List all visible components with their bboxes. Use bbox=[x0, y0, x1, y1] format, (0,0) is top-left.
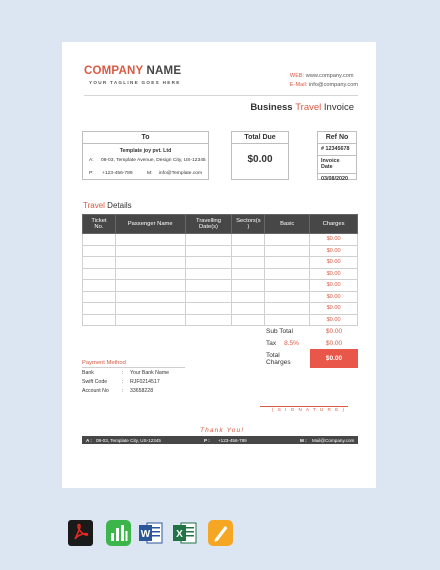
col-basic: Basic bbox=[265, 215, 310, 234]
col-travelling-dates: Travelling Date(s) bbox=[185, 215, 232, 234]
table-row bbox=[83, 280, 358, 292]
table-row bbox=[83, 303, 358, 315]
table-row bbox=[83, 257, 358, 269]
client-address-row: A: 08-03, Template Avenue, Design City, US-12345 bbox=[89, 158, 206, 163]
col-charges: Charges bbox=[310, 215, 358, 234]
company-tagline: YOUR TAGLINE GOES HERE bbox=[89, 80, 181, 85]
svg-text:W: W bbox=[140, 529, 151, 540]
col-passenger-name: Passenger Name bbox=[115, 215, 185, 234]
header-divider bbox=[84, 95, 358, 96]
contact-info: WEB: www.company.com E-Mail: info@company.com bbox=[289, 73, 358, 88]
table-row bbox=[83, 234, 358, 246]
document-title: Business Travel Invoice bbox=[250, 102, 354, 113]
charge-cell: $0.00 bbox=[310, 280, 358, 292]
invoice-date-label: Invoice Date bbox=[318, 156, 356, 174]
bill-to-box bbox=[82, 131, 209, 180]
charge-cell: $0.00 bbox=[310, 291, 358, 303]
col-ticket-no: Ticket No. bbox=[83, 215, 116, 234]
table-header-row bbox=[83, 215, 358, 234]
signature-label: ( S I G N A T U R E ) bbox=[272, 407, 346, 412]
svg-text:X: X bbox=[176, 529, 183, 540]
swift-row: Swift Code : RJF0214517 bbox=[82, 379, 160, 385]
ref-number: # 12345678 bbox=[318, 144, 356, 156]
total-due-value: $0.00 bbox=[247, 154, 273, 165]
account-row: Account No : 33658228 bbox=[82, 388, 154, 394]
email-link[interactable]: info@company.com bbox=[308, 82, 358, 88]
footer-address: 08-03, Template City, US-12345 bbox=[96, 437, 161, 443]
bank-row: Bank : Your Bank Name bbox=[82, 370, 170, 376]
numbers-icon[interactable] bbox=[106, 520, 131, 546]
charge-cell: $0.00 bbox=[310, 314, 358, 326]
table-row bbox=[83, 314, 358, 326]
travel-details-table bbox=[82, 214, 358, 326]
thank-you-text: Thank You! bbox=[200, 427, 245, 434]
pages-icon[interactable] bbox=[208, 520, 233, 546]
col-sectors: Sectors(s ) bbox=[232, 215, 265, 234]
totals-summary bbox=[264, 326, 358, 368]
table-row bbox=[83, 291, 358, 303]
charge-cell: $0.00 bbox=[310, 257, 358, 269]
company-name: COMPANY NAME bbox=[84, 65, 182, 77]
footer-phone: +123-456-789 bbox=[218, 437, 247, 443]
payment-divider bbox=[82, 367, 185, 368]
app-icons-row bbox=[68, 520, 248, 546]
charge-cell: $0.00 bbox=[310, 234, 358, 246]
table-row bbox=[83, 268, 358, 280]
client-mail-row: M: info@Template.com bbox=[147, 171, 203, 176]
bill-to-heading: To bbox=[83, 132, 208, 144]
total-charges-row: Total Charges $0.00 bbox=[264, 349, 358, 368]
payment-method-title: Payment Method bbox=[82, 360, 126, 366]
charge-cell: $0.00 bbox=[310, 303, 358, 315]
reference-box bbox=[317, 131, 357, 180]
website-link[interactable]: www.company.com bbox=[305, 73, 354, 79]
footer-mail: Mail@Company.com bbox=[312, 437, 355, 443]
invoice-date: 03/08/2020 bbox=[321, 175, 348, 182]
total-due-heading: Total Due bbox=[232, 132, 288, 144]
acrobat-icon[interactable] bbox=[68, 520, 93, 546]
ref-heading: Ref No bbox=[318, 132, 356, 144]
subtotal-row: Sub Total $0.00 bbox=[266, 328, 343, 336]
client-phone-row: P: +123-456-789 bbox=[89, 171, 133, 176]
invoice-sheet bbox=[62, 42, 376, 488]
tax-row: Tax 8.5% $0.00 bbox=[266, 339, 343, 347]
footer-bar: A : 08-03, Template City, US-12345 P : +123-456-789 M : Mail@Company.com bbox=[82, 436, 358, 444]
excel-icon[interactable] bbox=[172, 520, 197, 546]
charge-cell: $0.00 bbox=[310, 268, 358, 280]
total-charges-value: $0.00 bbox=[310, 349, 358, 368]
total-due-box bbox=[231, 131, 289, 180]
travel-details-title: Travel Details bbox=[83, 201, 132, 210]
client-name: Template joy pvt. Ltd bbox=[119, 148, 172, 154]
table-row bbox=[83, 245, 358, 257]
charge-cell: $0.00 bbox=[310, 245, 358, 257]
word-icon[interactable] bbox=[138, 520, 163, 546]
